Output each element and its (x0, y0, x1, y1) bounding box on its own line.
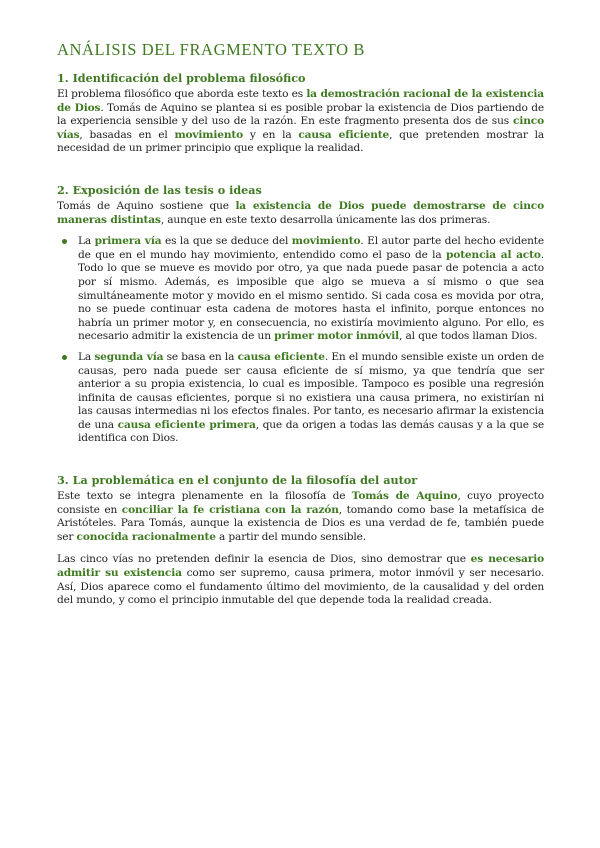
highlight: conocida racionalmente (76, 530, 216, 543)
section-identificacion (57, 71, 544, 156)
highlight: Tomás de Aquino (351, 490, 458, 503)
section-3-paragraph-2: Las cinco vías no pretenden definir la esencia de Dios, sino demostrar que es necesario admitir su existencia como ser supremo, causa primera, motor inmóvil y ser necesario. Así, Dios aparece como el fundamento último del movimiento, de la causalidad y del orden del mundo, y como el principio inmutable del que depende toda la realidad creada. (57, 553, 544, 607)
section-1-heading: 1. Identificación del problema filosófico (57, 71, 306, 85)
list-item-segunda-via: La segunda vía se basa en la causa eficiente. En el mundo sensible existe un orden de causas, pero nada puede ser causa eficiente de sí mismo, ya que tendría que ser anterior a su propia existencia, lo cual es imposible. Tampoco es posible una regresión infinita de causas eficientes, porque si no existiera una causa primera, no existirían ni las causas intermedias ni los efectos finales. Por tanto, es necesario afirmar la existencia de una causa eficiente primera, que da origen a todas las demás causas y a la que se identifica con Dios. (57, 351, 544, 446)
section-2-intro: Tomás de Aquino sostiene que la existencia de Dios puede demostrarse de cinco maneras distintas, aunque en este texto desarrolla únicamente las dos primeras. (57, 199, 544, 226)
highlight: causa eficiente (298, 128, 390, 141)
section-2-heading: 2. Exposición de las tesis o ideas (57, 182, 262, 197)
highlight: primera vía (94, 235, 162, 248)
highlight: conciliar la fe cristiana con la razón (121, 503, 339, 516)
section-3-paragraph-1: Este texto se integra plenamente en la filosofía de Tomás de Aquino, cuyo proyecto consiste en conciliar la fe cristiana con la razón, tomando como base la metafísica de Aristóteles. Para Tomás, aunque la existencia de Dios es una verdad de fe, también puede ser conocida racionalmente a partir del mundo sensible. (57, 490, 544, 543)
highlight: segunda vía (94, 350, 164, 363)
section-3-heading: 3. La problemática en el conjunto de la filosofía del autor (57, 473, 418, 488)
highlight: es necesario admitir su existencia (57, 553, 544, 580)
highlight: movimiento (174, 128, 244, 141)
document-title: ANÁLISIS DEL FRAGMENTO TEXTO B (57, 40, 365, 59)
list-item-primera-via: La primera vía es la que se deduce del movimiento. El autor parte del hecho evidente de que en el mundo hay movimiento, entendido como el paso de la potencia al acto. Todo lo que se mueve es movido por otro, ya que nada puede pasar de potencia a acto por sí mismo. Además, es imposible que algo se mueva a sí mismo o que sea simultáneamente motor y movido en el mismo sentido. Si cada cosa es movida por otra, no se puede continuar esta cadena de motores hasta el infinito, porque entonces no habría un primer motor y, en consecuencia, no existiría movimiento alguno. Por ello, es necesario admitir la existencia de un primer motor inmóvil, al que todos llaman Dios. (57, 235, 544, 344)
highlight: cinco vías (57, 115, 544, 141)
highlight: la demostración racional de la existencia de Dios (57, 88, 544, 114)
highlight: causa eficiente primera (117, 418, 256, 431)
section-problematica (57, 473, 544, 608)
highlight: movimiento (291, 235, 361, 248)
section-exposicion (57, 183, 544, 446)
highlight: potencia al acto (446, 248, 541, 261)
bullet-icon (62, 239, 67, 244)
section-1-paragraph: El problema filosófico que aborda este texto es la demostración racional de la existencia de Dios. Tomás de Aquino se plantea si es posible probar la existencia de Dios partiendo de la experiencia sensible y del uso de la razón. En este fragmento presenta dos de sus cinco vías, basadas en el movimiento y en la causa eficiente, que pretenden mostrar la necesidad de un primer principio que explique la realidad. (57, 88, 544, 155)
vias-list (57, 235, 544, 446)
highlight: la existencia de Dios puede demostrarse de cinco maneras distintas (57, 199, 544, 226)
highlight: causa eficiente (237, 350, 325, 363)
highlight: primer motor inmóvil (274, 330, 400, 343)
bullet-icon (62, 355, 67, 360)
